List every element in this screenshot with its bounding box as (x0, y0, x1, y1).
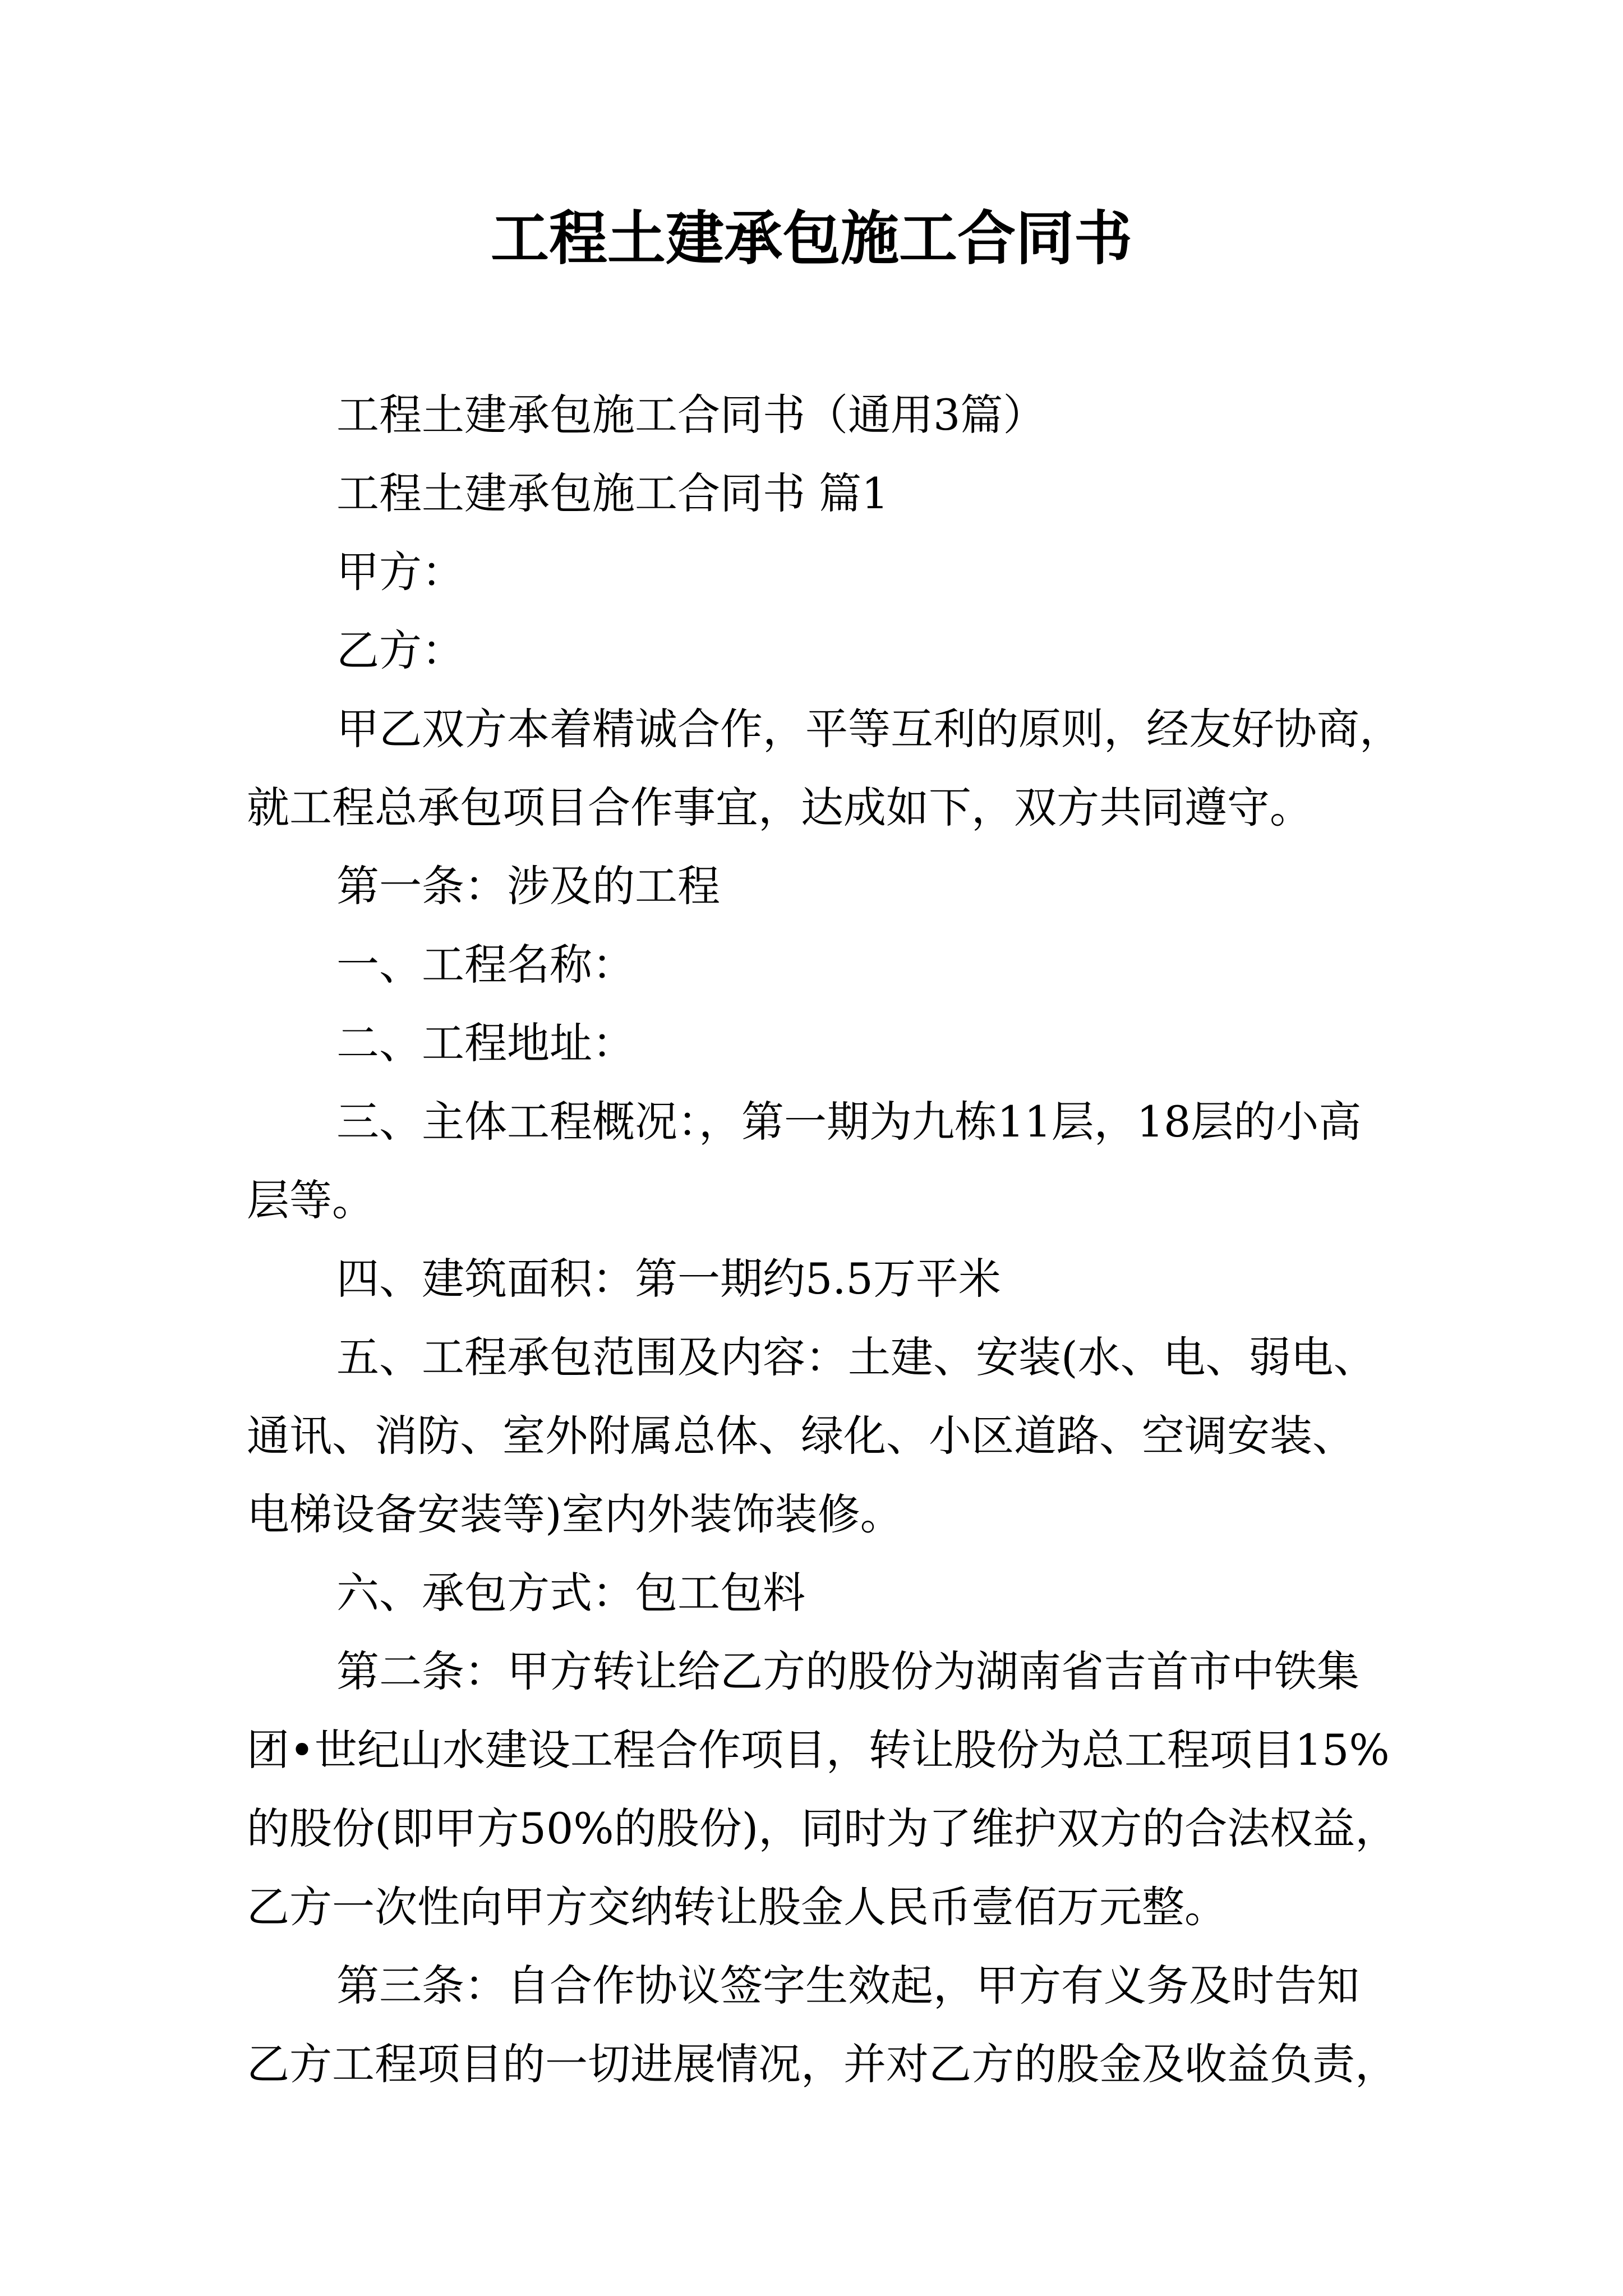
paragraph-line: 六、承包方式：包工包料 (336, 1568, 805, 1618)
party-a-line: 甲方： (336, 547, 464, 597)
paragraph-line: 就工程总承包项目合作事宜，达成如下，双方共同遵守。 (247, 783, 1312, 832)
party-b-line: 乙方： (336, 625, 464, 675)
subtitle-line: 工程土建承包施工合同书（通用3篇） (336, 390, 1046, 440)
article-heading: 第二条：甲方转让给乙方的股份为湖南省吉首市中铁集 (336, 1646, 1359, 1696)
paragraph-line: 一、工程名称： (336, 940, 635, 990)
section-heading: 工程土建承包施工合同书 篇1 (336, 468, 889, 518)
paragraph-line: 团•世纪山水建设工程合作项目，转让股份为总工程项目15% (247, 1725, 1390, 1775)
paragraph-line: 通讯、消防、室外附属总体、绿化、小区道路、空调安装、 (247, 1411, 1355, 1461)
paragraph-line: 二、工程地址： (336, 1018, 635, 1068)
paragraph-line: 的股份(即甲方50%的股份)，同时为了维护双方的合法权益， (247, 1803, 1398, 1853)
article-heading: 第一条：涉及的工程 (336, 861, 720, 911)
article-heading: 第三条：自合作协议签字生效起，甲方有义务及时告知 (336, 1961, 1359, 2010)
document-title: 工程土建承包施工合同书 (490, 204, 1132, 273)
paragraph-line: 三、主体工程概况：，第一期为九栋11层，18层的小高 (336, 1097, 1362, 1147)
paragraph-line: 甲乙双方本着精诚合作，平等互利的原则，经友好协商， (336, 704, 1402, 754)
paragraph-line: 乙方工程项目的一切进展情况，并对乙方的股金及收益负责， (247, 2039, 1398, 2089)
paragraph-line: 层等。 (247, 1175, 375, 1225)
paragraph-line: 乙方一次性向甲方交纳转让股金人民币壹佰万元整。 (247, 1882, 1227, 1932)
paragraph-line: 四、建筑面积：第一期约5.5万平米 (336, 1254, 1001, 1304)
paragraph-line: 电梯设备安装等)室内外装饰装修。 (247, 1489, 903, 1539)
paragraph-line: 五、工程承包范围及内容：土建、安装(水、电、弱电、 (336, 1332, 1376, 1382)
